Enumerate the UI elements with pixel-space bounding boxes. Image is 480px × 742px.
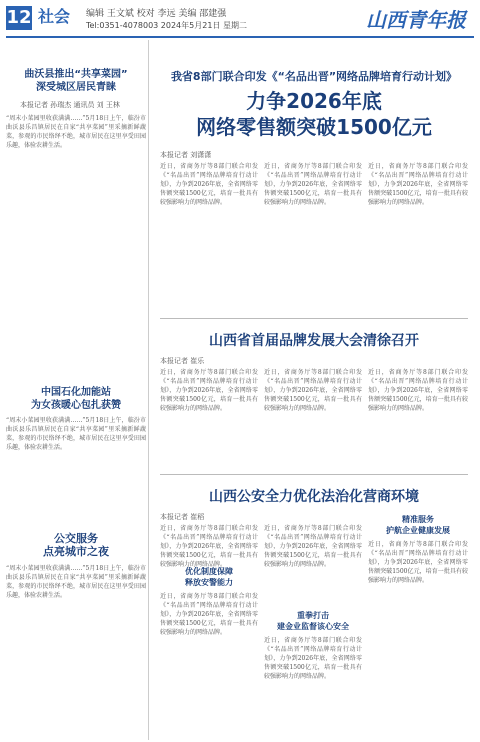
story-body: “周末小菜园里收获满满……”5月18日上午，临汾市曲沃县乐昌镇居民在自家“共享菜园”里采摘新鲜蔬菜，参观的市民络绎不绝，城市居民在这里享受田园乐趣，体验农耕生活。 [6,115,146,149]
story-title: 山西省首届品牌发展大会清徐召开 [209,333,419,349]
header-contact: Tel:0351-4078003 2024年5月21日 星期二 [86,21,247,30]
divider [160,474,468,475]
header-rule [6,36,474,38]
section-title: 社会 [38,7,71,26]
story-body: 近日，省商务厅等8部门联合印发《“名品出晋”网络品牌培育行动计划》，力争到2026年底，全省网络零售额突破1500亿元，培育一批具有较强影响力的网络品牌。 [368,369,468,412]
story-body: 近日，省商务厅等8部门联合印发《“名品出晋”网络品牌培育行动计划》，力争到2026年底，全省网络零售额突破1500亿元，培育一批具有较强影响力的网络品牌。 [264,369,362,412]
main-headline: 力争2026年底 网络零售额突破1500亿元 [196,89,432,139]
story-body: 近日，省商务厅等8部门联合印发《“名品出晋”网络品牌培育行动计划》，力争到2026年底，全省网络零售额突破1500亿元，培育一批具有较强影响力的网络品牌。 [264,525,362,568]
story-byline: 本报记者 孙瑞杰 通讯员 刘 王林 [20,101,120,109]
story-byline: 本报记者 崔稻 [160,513,205,521]
story-body: “周末小菜园里收获满满……”5月18日上午，临汾市曲沃县乐昌镇居民在自家“共享菜园”里采摘新鲜蔬菜，参观的市民络绎不绝，城市居民在这里享受田园乐趣，体验农耕生活。 [6,565,146,599]
story-byline: 本报记者 刘潇潇 [160,151,212,159]
subhead: 重拳打击 建金业监督该心安全 [277,611,349,631]
masthead-logo: 山西青年报 [366,8,466,32]
story-byline: 本报记者 崔乐 [160,357,205,365]
story-body: 近日，省商务厅等8部门联合印发《“名品出晋”网络品牌培育行动计划》，力争到2026年底，全省网络零售额突破1500亿元，培育一批具有较强影响力的网络品牌。 [160,525,258,568]
divider [160,318,468,319]
main-kicker: 我省8部门联合印发《“名品出晋”网络品牌培育行动计划》 [170,70,458,83]
story-body: 近日，省商务厅等8部门联合印发《“名品出晋”网络品牌培育行动计划》，力争到2026年底，全省网络零售额突破1500亿元，培育一批具有较强影响力的网络品牌。 [160,163,258,206]
story-body: 近日，省商务厅等8部门联合印发《“名品出晋”网络品牌培育行动计划》，力争到2026年底，全省网络零售额突破1500亿元，培育一批具有较强影响力的网络品牌。 [160,369,258,412]
header-meta: 编辑 王文斌 校对 李远 美编 邵建强 [86,9,227,19]
story-body: 近日，省商务厅等8部门联合印发《“名品出晋”网络品牌培育行动计划》，力争到2026年底，全省网络零售额突破1500亿元，培育一批具有较强影响力的网络品牌。 [368,541,468,584]
subhead: 精准服务 护航企业健康发展 [386,515,450,535]
story-title: 中国石化加能站 为女孩暖心包扎获赞 [31,387,121,411]
left-column [6,40,149,740]
page-header [0,0,480,36]
page-number: 12 [6,7,32,28]
story-body: 近日，省商务厅等8部门联合印发《“名品出晋”网络品牌培育行动计划》，力争到2026年底，全省网络零售额突破1500亿元，培育一批具有较强影响力的网络品牌。 [264,637,362,680]
subhead: 优化制度保障 释放安警能力 [185,567,233,587]
story-body: 近日，省商务厅等8部门联合印发《“名品出晋”网络品牌培育行动计划》，力争到2026年底，全省网络零售额突破1500亿元，培育一批具有较强影响力的网络品牌。 [160,593,258,636]
story-title: 公交服务 点亮城市之夜 [43,532,109,558]
story-body: “周末小菜园里收获满满……”5月18日上午，临汾市曲沃县乐昌镇居民在自家“共享菜园”里采摘新鲜蔬菜，参观的市民络绎不绝，城市居民在这里享受田园乐趣，体验农耕生活。 [6,417,146,451]
story-title: 山西公安全力优化法治化营商环境 [209,489,419,505]
story-body: 近日，省商务厅等8部门联合印发《“名品出晋”网络品牌培育行动计划》，力争到2026年底，全省网络零售额突破1500亿元，培育一批具有较强影响力的网络品牌。 [368,163,468,206]
story-body: 近日，省商务厅等8部门联合印发《“名品出晋”网络品牌培育行动计划》，力争到2026年底，全省网络零售额突破1500亿元，培育一批具有较强影响力的网络品牌。 [264,163,362,206]
story-title: 曲沃县推出“共享菜园” 深受城区居民青睐 [24,69,128,93]
